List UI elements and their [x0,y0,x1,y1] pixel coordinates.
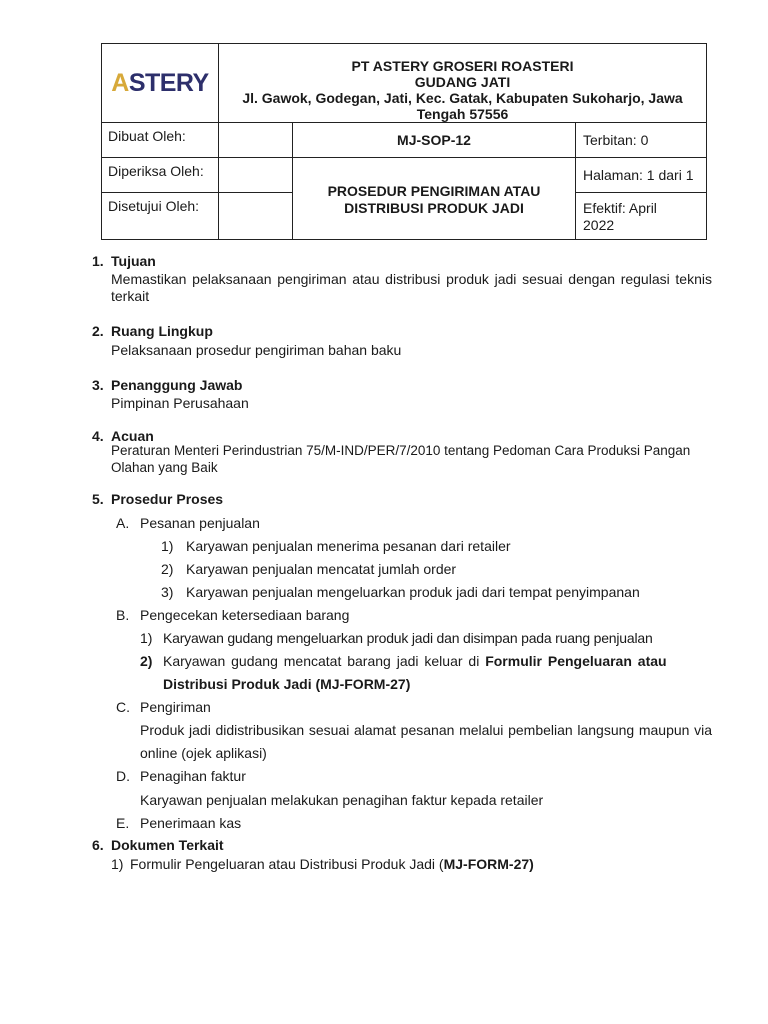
step-a-letter: A. [116,515,130,531]
step-a-item-3-number: 3) [161,584,174,600]
page-number: Halaman: 1 dari 1 [576,158,707,193]
made-by-label: Dibuat Oleh: [102,123,219,158]
section-6-item-bold: MJ-FORM-27) [443,856,534,872]
document-header-table [101,43,707,240]
section-1-body: Memastikan pelaksanaan pengiriman atau distribusi produk jadi sesuai dengan regulasi teknis terkait [111,271,712,304]
step-a-item-2-text: Karyawan penjualan mencatat jumlah order [186,561,457,577]
section-6-title: Dokumen Terkait [111,837,224,853]
section-6-item [130,856,534,873]
issue-number: Terbitan: 0 [576,123,707,158]
step-c-title: Pengiriman [140,699,211,715]
step-a-item-3-text: Karyawan penjualan mengeluarkan produk jadi dari tempat penyimpanan [186,584,640,600]
form-reference-bold: Formulir Pengeluaran atau [485,653,667,669]
effective-line-1: Efektif: April [583,200,657,216]
site-name: GUDANG JATI [414,74,511,90]
doc-title-line-1: PROSEDUR PENGIRIMAN ATAU [327,182,541,199]
step-b-letter: B. [116,607,130,623]
section-3-number: 3. [92,377,104,393]
approved-by-label: Disetujui Oleh: [102,193,219,240]
company-logo [111,68,209,97]
step-d-body: Karyawan penjualan melakukan penagihan faktur kepada retailer [140,792,544,808]
company-info-cell [219,44,707,123]
section-1-number: 1. [92,253,104,269]
section-6-item-number: 1) [111,856,124,872]
step-a-item-1-text: Karyawan penjualan menerima pesanan dari retailer [186,538,511,554]
section-6-number: 6. [92,837,104,853]
step-c-body: Produk jadi didistribusikan sesuai alamat pesanan melalui pembelian langsung maupun via online (ojek aplikasi) [140,722,712,761]
section-2-body: Pelaksanaan prosedur pengiriman bahan baku [111,342,402,358]
section-2-number: 2. [92,323,104,339]
section-3-body: Pimpinan Perusahaan [111,395,249,411]
logo-text: ASTERY [111,68,209,97]
doc-code: MJ-SOP-12 [293,123,576,158]
step-a-item-2-number: 2) [161,561,174,577]
logo-cell [102,44,219,123]
checked-by-value [219,158,293,193]
section-1-title: Tujuan [111,253,156,269]
section-4-number: 4. [92,428,104,444]
step-b-title: Pengecekan ketersediaan barang [140,607,350,623]
step-c-letter: C. [116,699,130,715]
checked-by-label: Diperiksa Oleh: [102,158,219,193]
doc-title-line-2: DISTRIBUSI PRODUK JADI [344,199,524,216]
section-4-title: Acuan [111,428,154,444]
step-b-item-2-text: Karyawan gudang mencatat barang jadi keluar di [163,653,480,669]
step-b-item-1-text: Karyawan gudang mengeluarkan produk jadi dan disimpan pada ruang penjualan [163,630,653,646]
approved-by-value [219,193,293,240]
doc-title [293,158,576,240]
section-5-number: 5. [92,491,104,507]
step-b-item-2-line-2: Distribusi Produk Jadi (MJ-FORM-27) [163,676,411,692]
step-a-title: Pesanan penjualan [140,515,260,531]
step-d-title: Penagihan faktur [140,768,246,784]
step-e-letter: E. [116,815,130,831]
effective-date [576,193,707,240]
address-line-1: Jl. Gawok, Godegan, Jati, Kec. Gatak, Kabupaten Sukoharjo, Jawa [242,90,683,106]
step-b-item-1-number: 1) [140,630,153,646]
section-6-item-text: Formulir Pengeluaran atau Distribusi Produk Jadi ( [130,856,444,872]
made-by-value [219,123,293,158]
effective-line-2: 2022 [583,217,615,233]
section-5-title: Prosedur Proses [111,491,224,507]
section-4-body-line-2: Olahan yang Baik [111,460,218,475]
section-2-title: Ruang Lingkup [111,323,213,339]
company-name: PT ASTERY GROSERI ROASTERI [351,58,574,74]
address-line-2: Tengah 57556 [416,106,509,122]
step-b-item-2-line-1 [163,653,667,670]
step-e-title: Penerimaan kas [140,815,242,831]
step-b-item-2-number: 2) [140,653,153,669]
section-4-body-line-1: Peraturan Menteri Perindustrian 75/M-IND/PER/7/2010 tentang Pedoman Cara Produksi Pangan [111,443,691,458]
step-a-item-1-number: 1) [161,538,174,554]
section-3-title: Penanggung Jawab [111,377,243,393]
step-d-letter: D. [116,768,130,784]
